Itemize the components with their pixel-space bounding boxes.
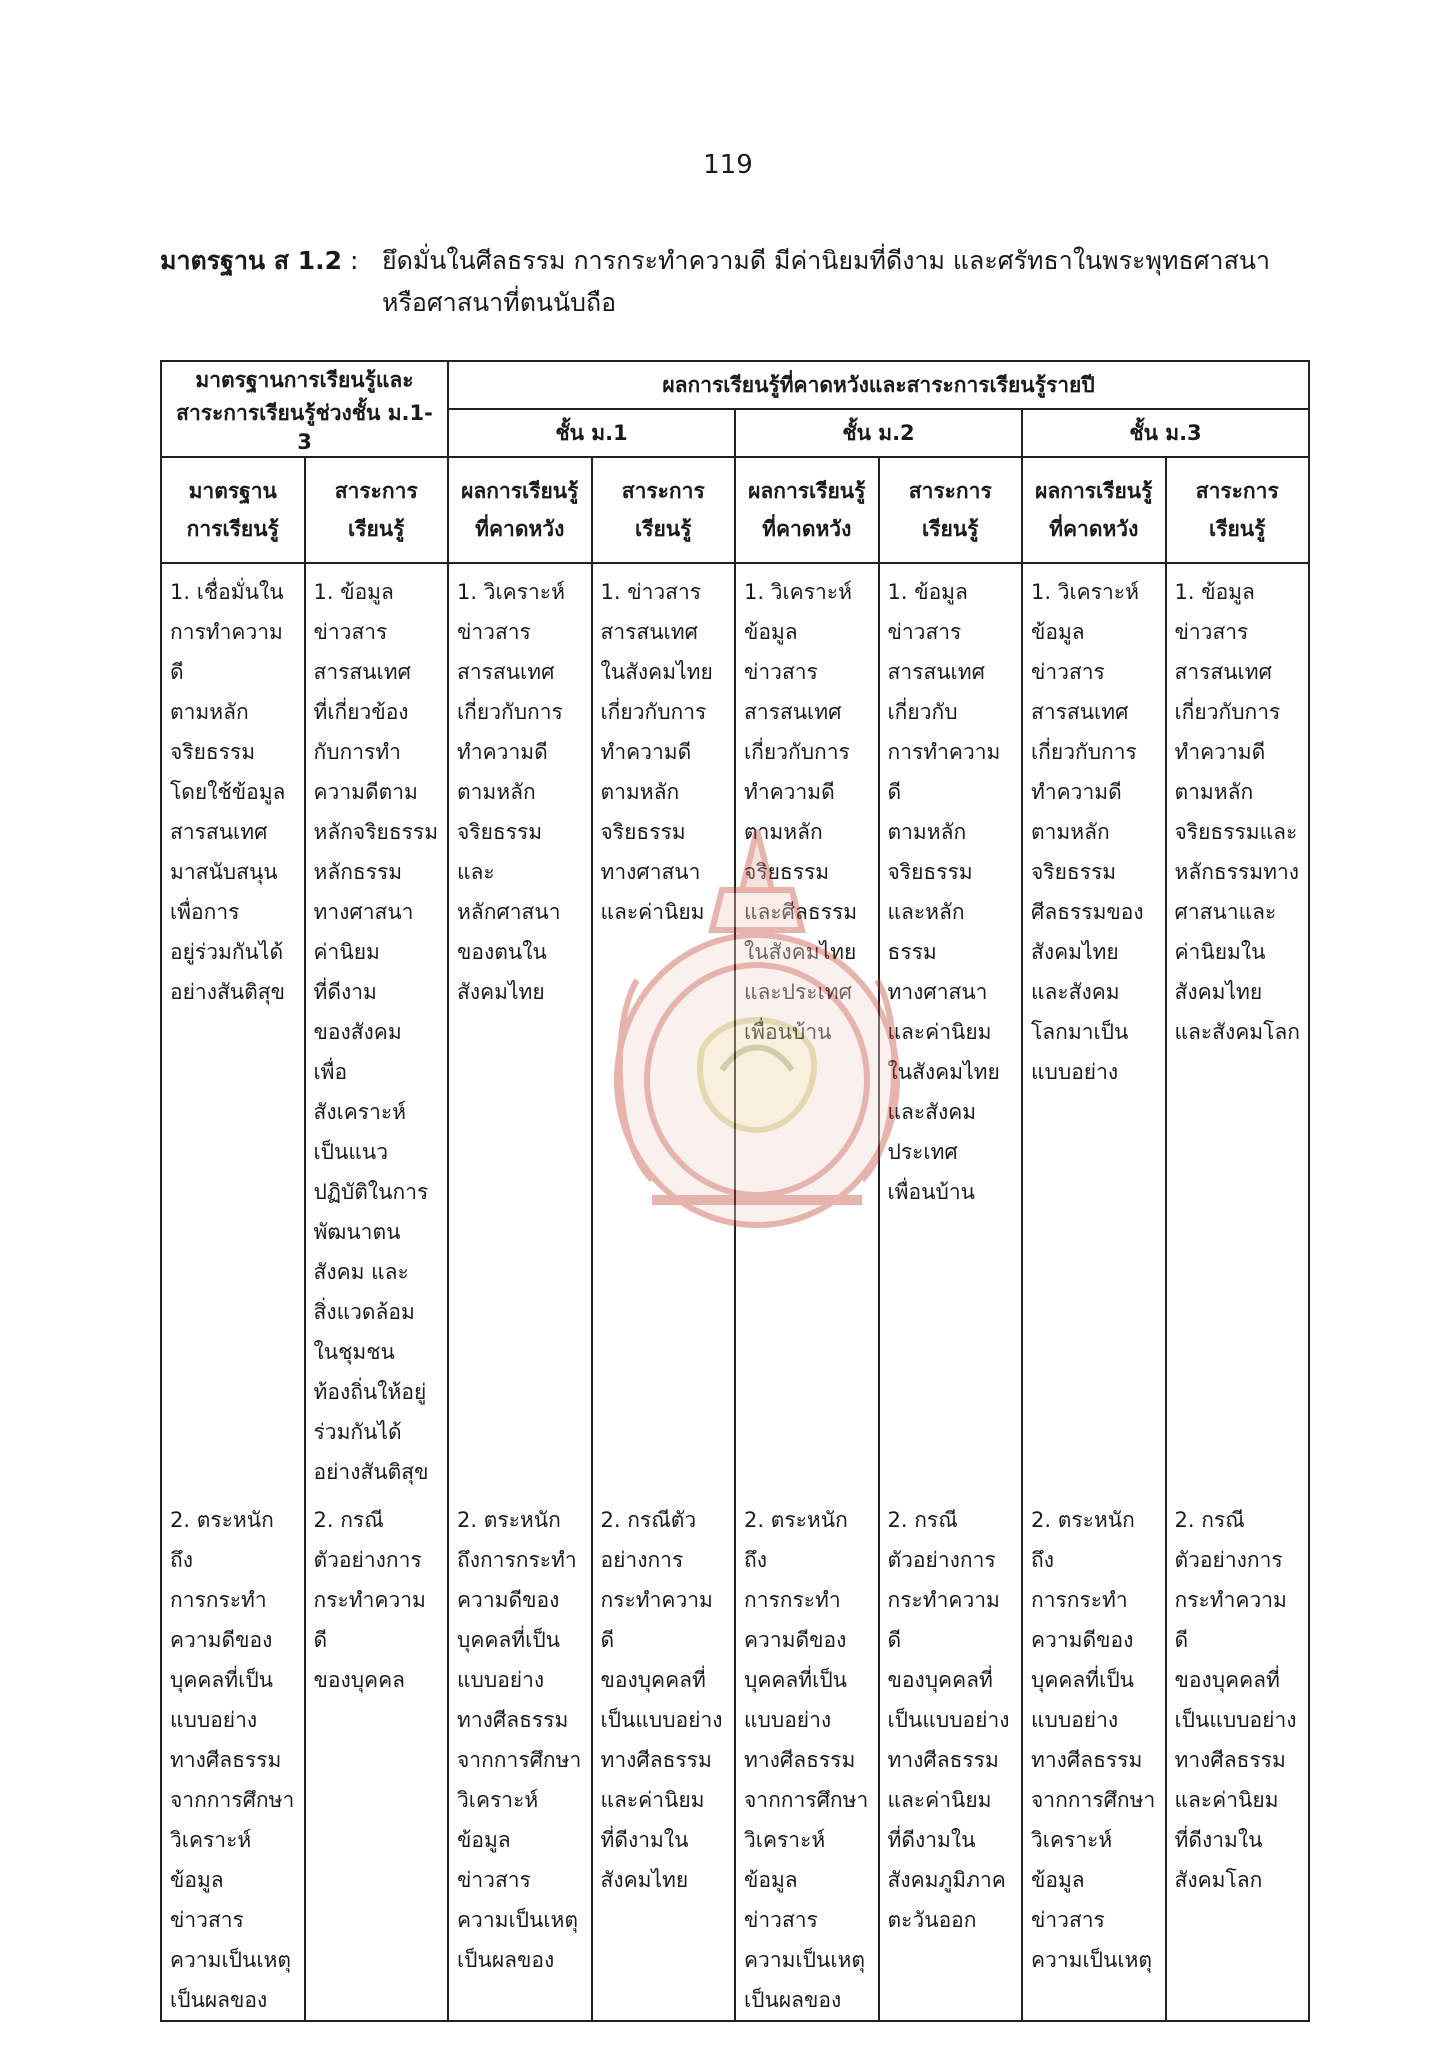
table-cell: 1. วิเคราะห์ ข้อมูล ข่าวสาร สารสนเทศ เกี่ยวกับการ ทำความดี ตามหลัก จริยธรรม ศีลธรรมของ สังคมไทย และสังคม โลกมาเป็น แบบอย่าง (1022, 563, 1166, 1492)
table-cell: 2. กรณี ตัวอย่างการ กระทำความดี ของบุคคลที่ เป็นแบบอย่าง ทางศีลธรรม และค่านิยม ที่ดีงามใน สังคมภูมิภาค ตะวันออก (879, 1492, 1023, 2021)
column-header: มาตรฐาน การเรียนรู้ (161, 457, 305, 563)
column-header: สาระการ เรียนรู้ (879, 457, 1023, 563)
table-cell: 2. ตระหนักถึง การกระทำ ความดีของ บุคคลที่เป็น แบบอย่าง ทางศีลธรรม จากการศึกษา วิเคราะห์ ข้อมูล ข่าวสาร ความเป็นเหตุ (1022, 1492, 1166, 2021)
column-header: ผลการเรียนรู้ ที่คาดหวัง (448, 457, 592, 563)
table-cell: 1. ข่าวสาร สารสนเทศ ในสังคมไทย เกี่ยวกับการ ทำความดี ตามหลัก จริยธรรม ทางศาสนา และค่านิยม (592, 563, 736, 1492)
standard-heading (160, 240, 1310, 324)
column-header: ผลการเรียนรู้ ที่คาดหวัง (1022, 457, 1166, 563)
curriculum-table (160, 360, 1310, 2022)
table-cell: 2. กรณี ตัวอย่างการ กระทำความดี ของบุคคล (305, 1492, 449, 2021)
table-cell: 1. ข้อมูล ข่าวสาร สารสนเทศ เกี่ยวกับการ ทำความดี ตามหลัก จริยธรรมและ หลักธรรมทาง ศาสนาและ ค่านิยมใน สังคมไทย และสังคมโลก (1166, 563, 1310, 1492)
column-header: สาระการ เรียนรู้ (1166, 457, 1310, 563)
table-cell: 1. ข้อมูล ข่าวสาร สารสนเทศ ที่เกี่ยวข้อง กับการทำ ความดีตาม หลักจริยธรรม หลักธรรม ทางศาสนา ค่านิยม ที่ดีงาม ของสังคม เพื่อสังเคราะห์ เป็นแนว ปฏิบัติในการ พัฒนาตน สังคม และ สิ่งแวดล้อม ในชุมชน ท้องถิ่นให้อยู่ ร่วมกันได้ อย่างสันติสุข (305, 563, 449, 1492)
page-number: 119 (703, 150, 753, 180)
table-cell: 2. ตระหนักถึง การกระทำ ความดีของ บุคคลที่เป็น แบบอย่าง ทางศีลธรรม จากการศึกษา วิเคราะห์ ข้อมูล ข่าวสาร ความเป็นเหตุ เป็นผลของ (735, 1492, 879, 2021)
table-cell: 1. วิเคราะห์ ข้อมูล ข่าวสาร สารสนเทศ เกี่ยวกับการ ทำความดี ตามหลัก จริยธรรม และศีลธรรม ในสังคมไทย และประเทศ เพื่อนบ้าน (735, 563, 879, 1492)
column-header: ผลการเรียนรู้ ที่คาดหวัง (735, 457, 879, 563)
table-cell: 2. ตระหนักถึง การกระทำ ความดีของ บุคคลที่เป็น แบบอย่าง ทางศีลธรรม จากการศึกษา วิเคราะห์ข้อมูล ข่าวสาร ความเป็นเหตุ เป็นผลของ (161, 1492, 305, 2021)
table-row (161, 1492, 1309, 2021)
left-group-header: มาตรฐานการเรียนรู้และ สาระการเรียนรู้ช่วงชั้น ม.1-3 (161, 361, 448, 457)
right-group-header: ผลการเรียนรู้ที่คาดหวังและสาระการเรียนรู้รายปี (448, 361, 1309, 409)
table-cell: 2. ตระหนัก ถึงการกระทำ ความดีของ บุคคลที่เป็น แบบอย่าง ทางศีลธรรม จากการศึกษา วิเคราะห์ ข้อมูล ข่าวสาร ความเป็นเหตุ เป็นผลของ (448, 1492, 592, 2021)
table-cell: 1. เชื่อมั่นใน การทำความดี ตามหลัก จริยธรรม โดยใช้ข้อมูล สารสนเทศ มาสนับสนุน เพื่อการ อยู่ร่วมกันได้ อย่างสันติสุข (161, 563, 305, 1492)
standard-description: ยึดมั่นในศีลธรรม การกระทำความดี มีค่านิยมที่ดีงาม และศรัทธาในพระพุทธศาสนา หรือศาสนาที่ตนนับถือ (382, 246, 1270, 317)
table-cell: 1. วิเคราะห์ ข่าวสาร สารสนเทศ เกี่ยวกับการ ทำความดี ตามหลัก จริยธรรม และ หลักศาสนา ของตนใน สังคมไทย (448, 563, 592, 1492)
column-header: สาระการ เรียนรู้ (592, 457, 736, 563)
grade-header: ชั้น ม.3 (1022, 409, 1309, 457)
table-cell: 1. ข้อมูล ข่าวสาร สารสนเทศ เกี่ยวกับ การทำความดี ตามหลัก จริยธรรม และหลักธรรม ทางศาสนา และค่านิยม ในสังคมไทย และสังคม ประเทศ เพื่อนบ้าน (879, 563, 1023, 1492)
standard-separator: : (350, 246, 359, 275)
table-cell: 2. กรณี ตัวอย่างการ กระทำความดี ของบุคคลที่ เป็นแบบอย่าง ทางศีลธรรม และค่านิยม ที่ดีงามใน สังคมโลก (1166, 1492, 1310, 2021)
grade-header: ชั้น ม.1 (448, 409, 735, 457)
column-header: สาระการ เรียนรู้ (305, 457, 449, 563)
standard-code: มาตรฐาน ส 1.2 (160, 246, 343, 275)
grade-header: ชั้น ม.2 (735, 409, 1022, 457)
table-cell: 2. กรณีตัว อย่างการ กระทำความดี ของบุคคลที่ เป็นแบบอย่าง ทางศีลธรรม และค่านิยม ที่ดีงามใน สังคมไทย (592, 1492, 736, 2021)
table-row (161, 563, 1309, 1492)
